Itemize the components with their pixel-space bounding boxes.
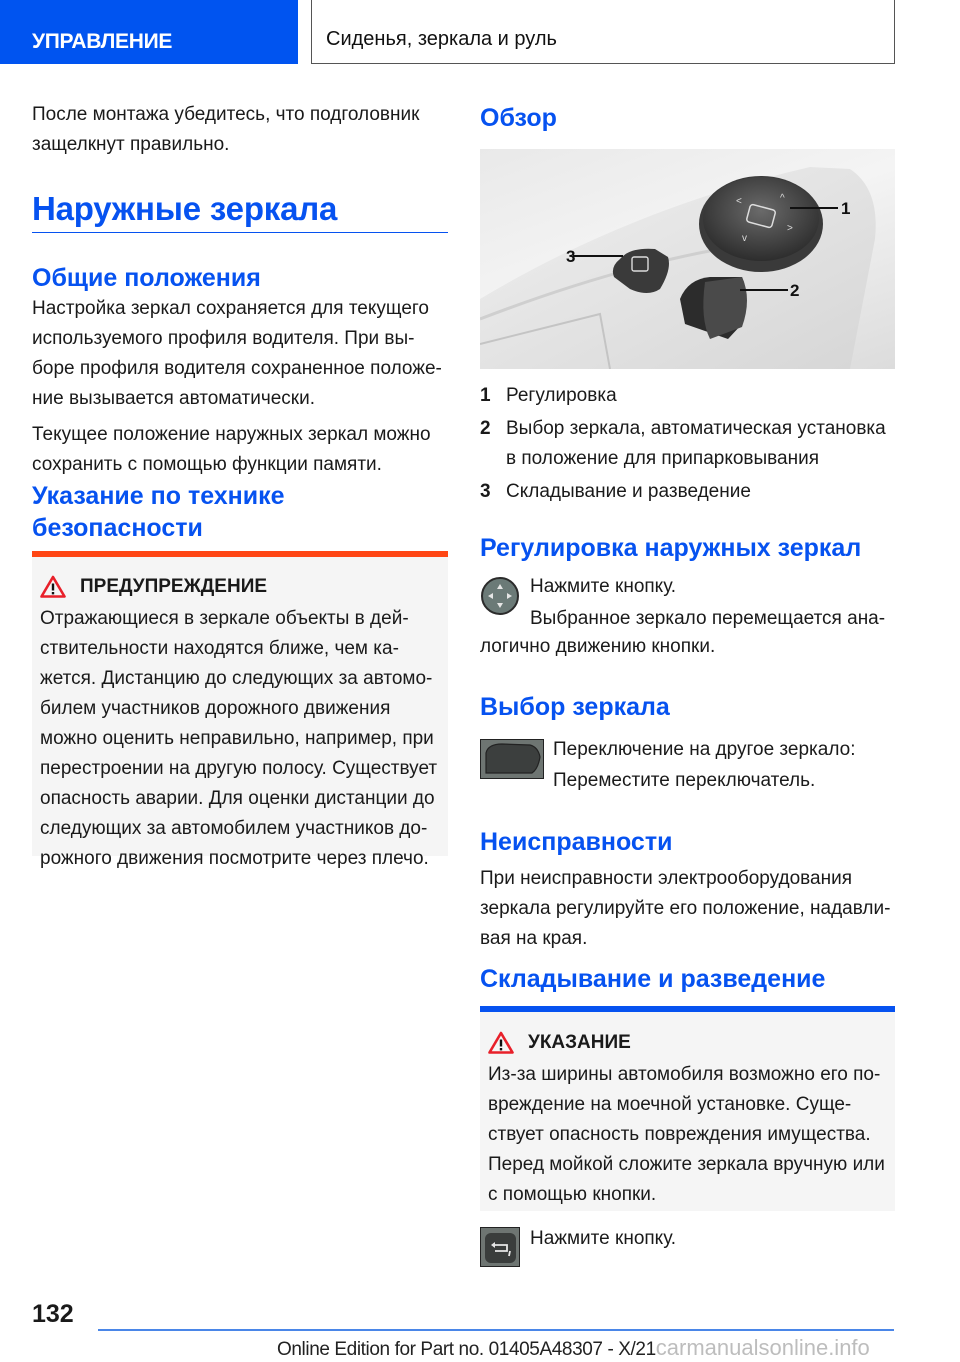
- mirror-adjust-button-icon: [480, 576, 520, 616]
- text-line: защелкнут правильно.: [32, 134, 230, 155]
- section-header: [311, 0, 895, 64]
- chapter-title: УПРАВЛЕНИЕ: [32, 30, 173, 53]
- folding-heading: Складывание и разведение: [480, 965, 826, 993]
- general-paragraph-2: [32, 420, 448, 480]
- text-line: зеркала регулируйте его положение, надавли-: [480, 898, 891, 919]
- text-line: с помощью кнопки.: [488, 1184, 657, 1205]
- legend-item: [480, 477, 895, 507]
- adjust-heading: Регулировка наружных зеркал: [480, 534, 862, 562]
- legend-text: [506, 414, 886, 474]
- text-line: При неисправности электрооборудования: [480, 868, 852, 889]
- chapter-tab: [0, 0, 298, 64]
- warning-text: [40, 604, 440, 874]
- notice-box: [480, 1006, 895, 1211]
- legend-number: 3: [480, 481, 491, 502]
- text-line: сохранить с помощью функции памяти.: [32, 454, 382, 475]
- heading-rule: [32, 232, 448, 233]
- select-heading: Выбор зеркала: [480, 693, 670, 721]
- general-paragraph-1: [32, 294, 448, 414]
- notice-title-row: [488, 1031, 887, 1054]
- text-line: Текущее положение наружных зеркал можно: [32, 424, 431, 445]
- svg-text:>: >: [787, 223, 793, 234]
- legend-text: Складывание и разведение: [506, 481, 751, 502]
- text-line: Отражающиеся в зеркале объекты в дей-: [40, 608, 409, 629]
- door-panel-illustration: [480, 149, 895, 369]
- main-heading-block: [32, 190, 448, 233]
- legend-number: 1: [480, 385, 491, 406]
- footer-rule: [98, 1329, 894, 1331]
- text-line: Перед мойкой сложите зеркала вручную или: [488, 1154, 885, 1175]
- general-section: [32, 262, 448, 480]
- text-line: ствительности находятся ближе, чем ка-: [40, 638, 399, 659]
- warning-box: [32, 551, 448, 869]
- main-heading: Наружные зеркала: [32, 190, 338, 227]
- callout-3: 3: [566, 247, 576, 266]
- text-line: перестроении на другую полосу. Существует: [40, 758, 438, 779]
- text-line: используемого профиля водителя. При вы-: [32, 328, 415, 349]
- text-line: вреждение на моечной установке. Суще-: [488, 1094, 852, 1115]
- text-line: билем участников дорожного движения: [40, 698, 391, 719]
- notice-text: [488, 1060, 887, 1210]
- section-title: Сиденья, зеркала и руль: [326, 28, 557, 50]
- malfunction-heading: Неисправности: [480, 828, 673, 856]
- warning-triangle-icon: [40, 575, 66, 598]
- warning-triangle-icon: [488, 1031, 514, 1054]
- svg-text:<: <: [736, 196, 742, 207]
- safety-section: [32, 480, 448, 544]
- svg-text:v: v: [742, 233, 747, 244]
- adjust-line-2: Выбранное зеркало перемещается ана-: [530, 608, 886, 629]
- warning-title: ПРЕДУПРЕЖДЕНИЕ: [80, 575, 268, 597]
- mirror-fold-button-icon: [480, 1227, 520, 1267]
- adjust-line-1: Нажмите кнопку.: [530, 576, 677, 597]
- text-line: После монтажа убедитесь, что подголовник: [32, 104, 420, 125]
- intro-paragraph: [32, 100, 448, 160]
- general-heading: Общие положения: [32, 264, 261, 292]
- select-line-1: Переключение на другое зеркало:: [553, 739, 856, 760]
- malfunction-paragraph: [480, 864, 890, 954]
- callout-1: 1: [841, 199, 851, 218]
- heading-line: безопасности: [32, 514, 203, 542]
- adjust-line-3: логично движению кнопки.: [480, 636, 716, 657]
- text-line: ствует опасность повреждения имущества.: [488, 1124, 871, 1145]
- folding-action: Нажмите кнопку.: [530, 1228, 677, 1249]
- text-line: опасность аварии. Для оценки дистанции до: [40, 788, 435, 809]
- notice-title: УКАЗАНИЕ: [528, 1031, 631, 1053]
- text-line: в положение для припарковывания: [506, 448, 820, 469]
- legend-number: 2: [480, 418, 491, 439]
- overview-legend: [480, 381, 895, 507]
- select-line-2: Переместите переключатель.: [553, 770, 816, 791]
- page-number: 132: [32, 1300, 74, 1328]
- heading-line: Указание по технике: [32, 482, 285, 510]
- mirror-selector-switch-icon: [480, 739, 544, 779]
- text-line: жется. Дистанцию до следующих за автомо-: [40, 668, 433, 689]
- warning-title-row: [40, 575, 440, 598]
- legend-text: Регулировка: [506, 385, 617, 406]
- legend-item: [480, 414, 895, 474]
- footer-edition: [277, 1335, 870, 1361]
- watermark-link[interactable]: carmanualsonline.info: [655, 1335, 870, 1360]
- overview-heading: Обзор: [480, 104, 557, 132]
- edition-text: Online Edition for Part no. 01405A48307 - X/21: [277, 1339, 656, 1360]
- text-line: боре профиля водителя сохраненное положе-: [32, 358, 442, 379]
- safety-heading: [32, 480, 448, 544]
- text-line: Выбор зеркала, автоматическая установка: [506, 418, 886, 439]
- svg-text:^: ^: [780, 193, 785, 204]
- mirror-controls-photo: [480, 149, 895, 369]
- legend-item: [480, 381, 895, 411]
- text-line: Настройка зеркал сохраняется для текущего: [32, 298, 429, 319]
- text-line: рожного движения посмотрите через плечо.: [40, 848, 429, 869]
- callout-2: 2: [790, 281, 800, 300]
- text-line: Из-за ширины автомобиля возможно его по-: [488, 1064, 881, 1085]
- text-line: вая на края.: [480, 928, 588, 949]
- text-line: можно оценить неправильно, например, при: [40, 728, 434, 749]
- text-line: следующих за автомобилем участников до-: [40, 818, 428, 839]
- text-line: ние вызывается автоматически.: [32, 388, 316, 409]
